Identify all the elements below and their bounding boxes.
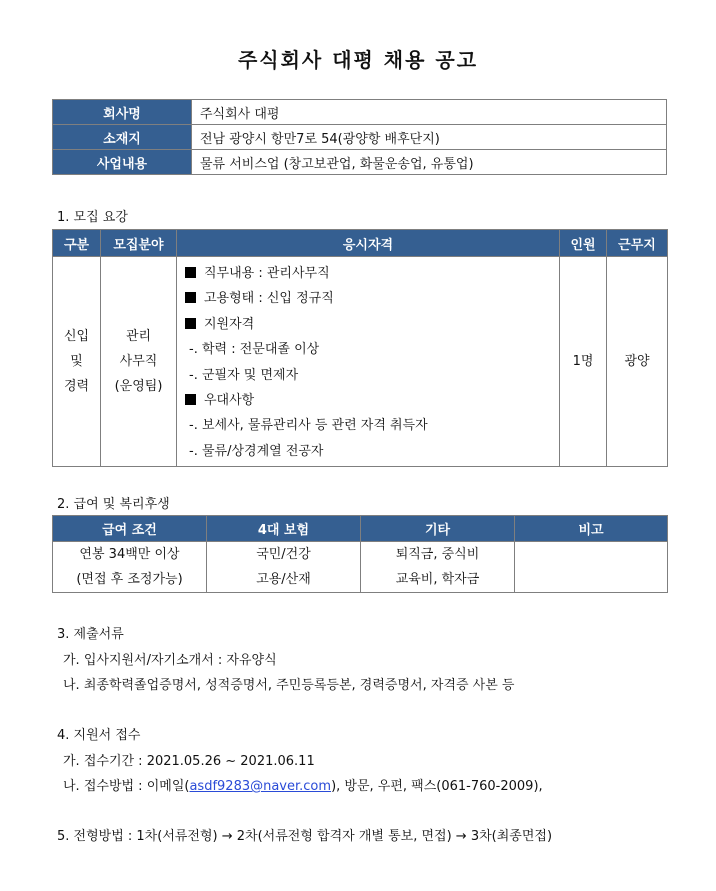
location-cell: 광양: [607, 257, 668, 467]
field-line: 사무직: [119, 354, 158, 370]
application-method: [63, 775, 543, 794]
qual-text: 지원자격: [204, 316, 255, 332]
cell-line: 고용/산재: [256, 572, 311, 587]
table-row: [53, 257, 668, 467]
value-company-name: 주식회사 대평: [192, 100, 667, 125]
header-remarks: 비고: [515, 516, 668, 542]
qual-item: [185, 439, 559, 464]
other-cell: [361, 542, 515, 593]
field-line: 관리: [125, 329, 152, 345]
section3-heading: 3. 제출서류: [57, 627, 124, 642]
type-cell: [53, 257, 101, 467]
table-row: [53, 542, 668, 593]
type-line: 신입: [63, 329, 90, 345]
qual-text: -. 물류/상경계열 전공자: [189, 443, 324, 459]
header-location: 근무지: [607, 230, 668, 257]
header-insurance: 4대 보험: [207, 516, 361, 542]
application-period: 가. 접수기간 : 2021.05.26 ~ 2021.06.11: [63, 754, 315, 769]
header-headcount: 인원: [560, 230, 607, 257]
recruitment-table: [52, 229, 668, 467]
qual-item: [185, 286, 559, 311]
section4-heading: 4. 지원서 접수: [57, 728, 141, 743]
salary-cell: [53, 542, 207, 593]
headcount-cell: 1명: [560, 257, 607, 467]
table-row: [53, 125, 667, 150]
qual-text: -. 군필자 및 면제자: [189, 367, 299, 383]
field-cell: [101, 257, 177, 467]
cell-line: 연봉 34백만 이상: [79, 547, 180, 562]
header-type: 구분: [53, 230, 101, 257]
method-suffix: ), 방문, 우편, 팩스(061-760-2009),: [331, 779, 543, 794]
cell-line: 교육비, 학자금: [395, 572, 480, 587]
page-title: 주식회사 대평 채용 공고: [237, 48, 479, 72]
salary-benefits-table: [52, 515, 668, 593]
square-bullet-icon: [185, 318, 196, 329]
table-row: [53, 150, 667, 175]
table-row: [53, 100, 667, 125]
header-qualifications: 응시자격: [177, 230, 560, 257]
square-bullet-icon: [185, 267, 196, 278]
table-header-row: [53, 516, 668, 542]
header-salary: 급여 조건: [53, 516, 207, 542]
qual-item: [185, 363, 559, 388]
label-location: 소재지: [53, 125, 192, 150]
qual-item: [185, 413, 559, 438]
qual-text: 직무내용 : 관리사무직: [204, 266, 330, 281]
field-line: (운영팀): [114, 379, 163, 395]
square-bullet-icon: [185, 292, 196, 303]
label-company-name: 회사명: [53, 100, 192, 125]
section2-heading: 2. 급여 및 복리후생: [57, 497, 170, 512]
qual-text: -. 학력 : 전문대졸 이상: [189, 342, 320, 358]
qual-text: 우대사항: [204, 393, 255, 409]
square-bullet-icon: [185, 394, 196, 405]
header-other: 기타: [361, 516, 515, 542]
qual-item: [185, 388, 559, 413]
cell-line: 국민/건강: [256, 547, 311, 562]
method-prefix: 나. 접수방법 : 이메일(: [63, 779, 190, 794]
section5-heading: 5. 전형방법 : 1차(서류전형) → 2차(서류전형 합격자 개별 통보, 면접) → 3차(최종면접): [57, 829, 553, 844]
header-field: 모집분야: [101, 230, 177, 257]
company-info-table: [52, 99, 667, 175]
remarks-cell: [515, 542, 668, 593]
qualifications-cell: [177, 257, 560, 467]
table-header-row: [53, 230, 668, 257]
insurance-cell: [207, 542, 361, 593]
cell-line: (면접 후 조정가능): [76, 572, 183, 587]
documents-item: 가. 입사지원서/자기소개서 : 자유양식: [63, 653, 277, 668]
value-location: 전남 광양시 항만7로 54(광양항 배후단지): [192, 125, 667, 150]
qual-item: [185, 261, 559, 286]
type-line: 경력: [63, 379, 90, 395]
qual-text: 고용형태 : 신입 정규직: [204, 291, 334, 307]
cell-line: 퇴직금, 중식비: [395, 547, 480, 562]
qual-item: [185, 312, 559, 337]
documents-item: 나. 최종학력졸업증명서, 성적증명서, 주민등록등본, 경력증명서, 자격증 사본 등: [63, 678, 515, 693]
label-business: 사업내용: [53, 150, 192, 175]
email-link[interactable]: asdf9283@naver.com: [189, 779, 332, 794]
section1-heading: 1. 모집 요강: [57, 210, 128, 225]
value-business: 물류 서비스업 (창고보관업, 화물운송업, 유통업): [192, 150, 667, 175]
type-line: 및: [70, 354, 83, 370]
qual-item: [185, 337, 559, 362]
qual-text: -. 보세사, 물류관리사 등 관련 자격 취득자: [189, 418, 428, 434]
